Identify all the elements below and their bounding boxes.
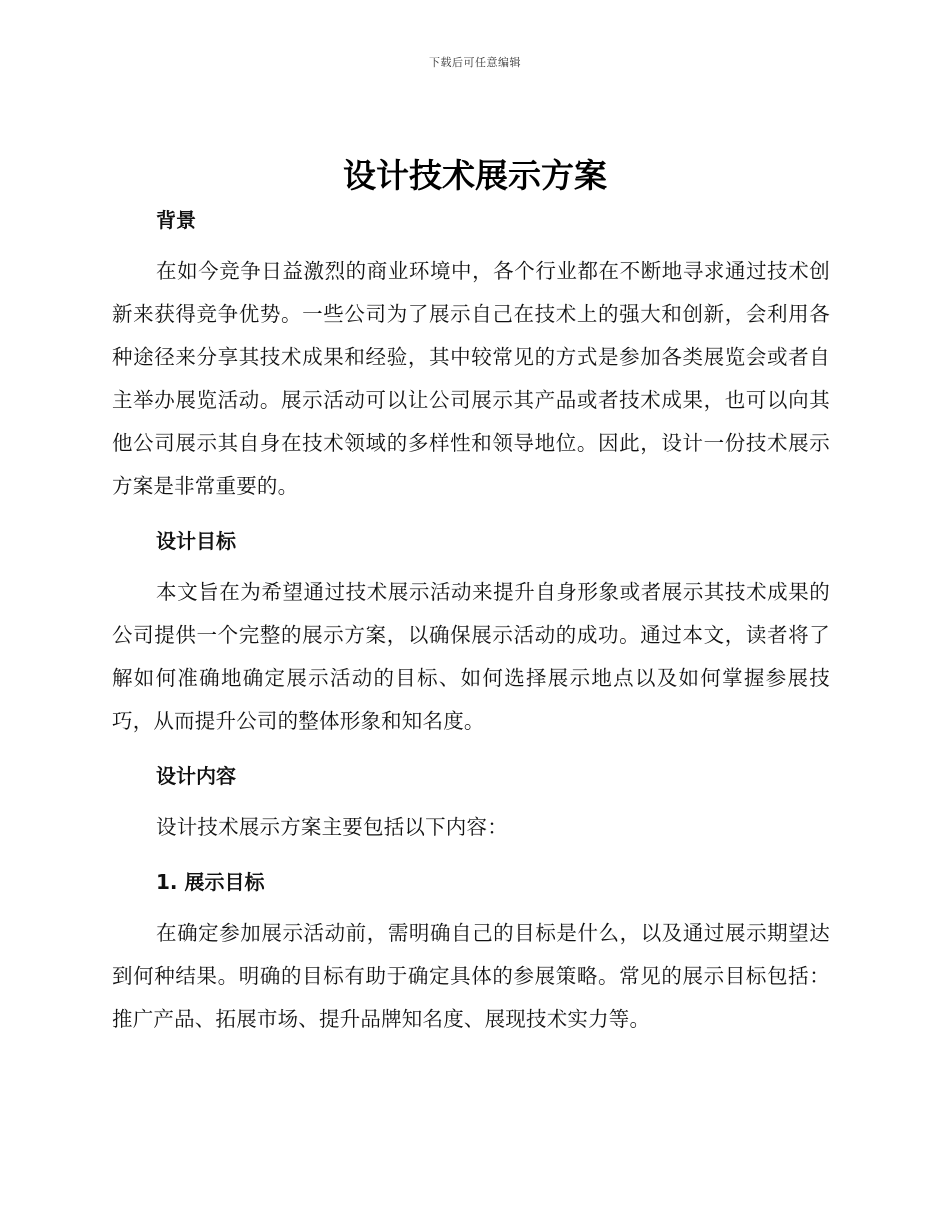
section-heading-content: 设计内容 <box>156 764 236 788</box>
section-paragraph-background: 在如今竞争日益激烈的商业环境中，各个行业都在不断地寻求通过技术创新来获得竞争优势。一些公司为了展示自己在技术上的强大和创新，会利用各种途径来分享其技术成果和经验，其中较常见的方式是参加各类展览会或者自主举办展览活动。展示活动可以让公司展示其产品或者技术成果，也可以向其他公司展示其自身在技术领域的多样性和领导地位。因此，设计一份技术展示方案是非常重要的。 <box>112 259 830 498</box>
section-heading-background: 背景 <box>156 208 196 232</box>
section-heading-goal: 设计目标 <box>156 529 236 553</box>
subsection-heading-display-goal: 1. 展示目标 <box>156 870 265 894</box>
document-title: 设计技术展示方案 <box>343 156 607 195</box>
subsection-paragraph-display-goal: 在确定参加展示活动前，需明确自己的目标是什么，以及通过展示期望达到何种结果。明确的目标有助于确定具体的参展策略。常见的展示目标包括：推广产品、拓展市场、提升品牌知名度、展现技术实力等。 <box>112 921 830 1031</box>
page-header-note: 下载后可任意编辑 <box>429 56 521 69</box>
section-paragraph-goal: 本文旨在为希望通过技术展示活动来提升自身形象或者展示其技术成果的公司提供一个完整的展示方案，以确保展示活动的成功。通过本文，读者将了解如何准确地确定展示活动的目标、如何选择展示地点以及如何掌握参展技巧，从而提升公司的整体形象和知名度。 <box>112 580 830 733</box>
section-paragraph-content-intro: 设计技术展示方案主要包括以下内容： <box>156 815 508 839</box>
document-body <box>112 198 830 1041</box>
